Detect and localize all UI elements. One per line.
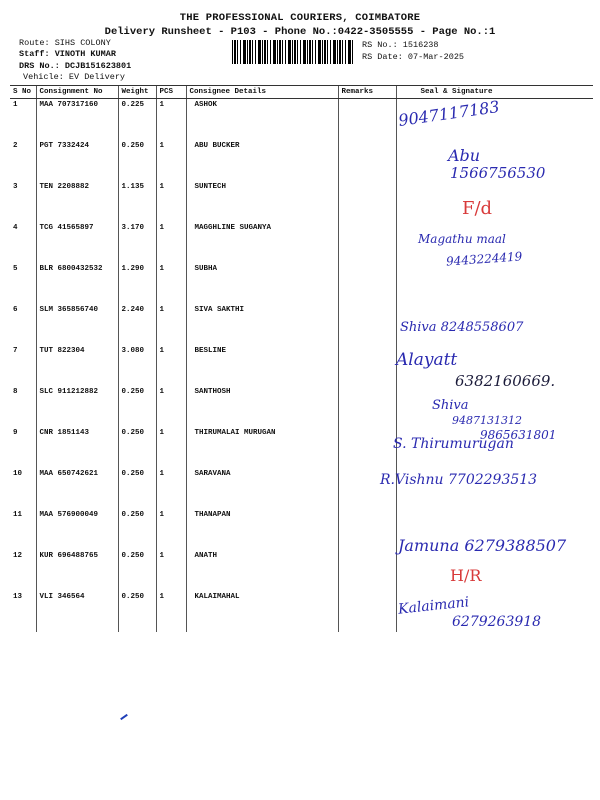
cell-pcs: 1 bbox=[156, 591, 186, 632]
cell-signature bbox=[396, 263, 593, 304]
cell-remarks bbox=[338, 140, 396, 181]
signature-1: 9047117183 bbox=[397, 97, 501, 130]
signature-4: Magathu maal bbox=[418, 232, 506, 246]
cell-weight: 0.250 bbox=[118, 427, 156, 468]
cell-sno: 6 bbox=[13, 306, 18, 314]
cell-consignee: ABU BUCKER bbox=[186, 140, 338, 181]
cell-sno: 10 bbox=[13, 470, 23, 478]
cell-consignee: SIVA SAKTHI bbox=[186, 304, 338, 345]
cell-remarks bbox=[338, 222, 396, 263]
cell-consignment: KUR 696488765 bbox=[36, 550, 118, 591]
cell-consignee: KALAIMAHAL bbox=[186, 591, 338, 632]
cell-weight: 0.225 bbox=[118, 99, 156, 141]
cell-pcs: 1 bbox=[156, 386, 186, 427]
cell-consignment: SLC 911212882 bbox=[36, 386, 118, 427]
cell-sno: 12 bbox=[13, 552, 23, 560]
cell-remarks bbox=[338, 591, 396, 632]
cell-pcs: 1 bbox=[156, 550, 186, 591]
cell-consignee: SUNTECH bbox=[186, 181, 338, 222]
signature-3: F/d bbox=[462, 198, 493, 219]
cell-remarks bbox=[338, 99, 396, 141]
cell-pcs: 1 bbox=[156, 468, 186, 509]
col-signature: Seal & Signature bbox=[396, 86, 593, 99]
cell-sno: 3 bbox=[13, 183, 18, 191]
cell-weight: 0.250 bbox=[118, 550, 156, 591]
cell-pcs: 1 bbox=[156, 222, 186, 263]
route-label: Route: SIHS COLONY bbox=[19, 38, 111, 48]
table-header-row bbox=[10, 86, 593, 99]
cell-pcs: 1 bbox=[156, 509, 186, 550]
vehicle-label: Vehicle: EV Delivery bbox=[23, 72, 126, 82]
cell-consignment: TUT 822304 bbox=[36, 345, 118, 386]
cell-consignment: TEN 2208882 bbox=[36, 181, 118, 222]
cell-consignment: MAA 650742621 bbox=[36, 468, 118, 509]
cell-consignee: MAGGHLINE SUGANYA bbox=[186, 222, 338, 263]
signature-9: S. Thirumurugan bbox=[393, 436, 514, 452]
cell-pcs: 1 bbox=[156, 99, 186, 141]
cell-weight: 0.250 bbox=[118, 591, 156, 632]
cell-weight: 1.135 bbox=[118, 181, 156, 222]
cell-sno: 2 bbox=[13, 142, 18, 150]
signature-12a: Jamuna 6279388507 bbox=[398, 536, 567, 555]
cell-remarks bbox=[338, 263, 396, 304]
cell-consignment: CNR 1851143 bbox=[36, 427, 118, 468]
cell-consignee: SUBHA bbox=[186, 263, 338, 304]
cell-signature bbox=[396, 181, 593, 222]
signature-8b: 9487131312 bbox=[452, 414, 522, 427]
col-pcs: PCS bbox=[156, 86, 186, 99]
cell-consignee: BESLINE bbox=[186, 345, 338, 386]
signature-2b: 1566756530 bbox=[450, 164, 546, 182]
barcode bbox=[232, 40, 354, 64]
cell-sno: 8 bbox=[13, 388, 18, 396]
runsheet-subtitle: Delivery Runsheet - P103 - Phone No.:0422-3505555 - Page No.:1 bbox=[104, 26, 496, 38]
cell-consignment: MAA 707317160 bbox=[36, 99, 118, 141]
signature-13a: Kalaimani bbox=[397, 594, 470, 618]
cell-pcs: 1 bbox=[156, 427, 186, 468]
signature-13b: 6279263918 bbox=[452, 614, 542, 630]
cell-pcs: 1 bbox=[156, 140, 186, 181]
cell-pcs: 1 bbox=[156, 263, 186, 304]
cell-weight: 0.250 bbox=[118, 468, 156, 509]
signature-2a: Abu bbox=[448, 146, 481, 165]
signature-5: 9443224419 bbox=[445, 249, 523, 269]
col-remarks: Remarks bbox=[338, 86, 396, 99]
company-title: THE PROFESSIONAL COURIERS, COIMBATORE bbox=[179, 12, 421, 24]
cell-consignment: BLR 6800432532 bbox=[36, 263, 118, 304]
cell-weight: 3.170 bbox=[118, 222, 156, 263]
cell-consignment: SLM 365856740 bbox=[36, 304, 118, 345]
cell-weight: 2.240 bbox=[118, 304, 156, 345]
staff-label: Staff: VINOTH KUMAR bbox=[19, 49, 116, 59]
cell-consignee: THIRUMALAI MURUGAN bbox=[186, 427, 338, 468]
cell-sno: 5 bbox=[13, 265, 18, 273]
cell-sno: 11 bbox=[13, 511, 23, 519]
drs-label: DRS No.: DCJB151623801 bbox=[19, 61, 132, 71]
cell-sno: 9 bbox=[13, 429, 18, 437]
cell-remarks bbox=[338, 345, 396, 386]
cell-remarks bbox=[338, 509, 396, 550]
table-row bbox=[10, 181, 593, 222]
cell-consignee: SANTHOSH bbox=[186, 386, 338, 427]
cell-weight: 0.250 bbox=[118, 509, 156, 550]
cell-remarks bbox=[338, 427, 396, 468]
table-row bbox=[10, 550, 593, 591]
pen-mark bbox=[120, 714, 128, 720]
cell-remarks bbox=[338, 304, 396, 345]
signature-8c: 9865631801 bbox=[480, 428, 557, 442]
cell-sno: 7 bbox=[13, 347, 18, 355]
table-row bbox=[10, 263, 593, 304]
signature-12b: H/R bbox=[450, 566, 482, 585]
cell-signature bbox=[396, 550, 593, 591]
cell-weight: 3.080 bbox=[118, 345, 156, 386]
table-row bbox=[10, 99, 593, 141]
cell-sno: 13 bbox=[13, 593, 23, 601]
cell-consignment: VLI 346564 bbox=[36, 591, 118, 632]
col-sno: S No bbox=[10, 86, 36, 99]
cell-consignment: PGT 7332424 bbox=[36, 140, 118, 181]
col-consignment: Consignment No bbox=[36, 86, 118, 99]
cell-consignee: SARAVANA bbox=[186, 468, 338, 509]
rs-date: RS Date: 07-Mar-2025 bbox=[362, 52, 465, 62]
cell-remarks bbox=[338, 550, 396, 591]
cell-pcs: 1 bbox=[156, 345, 186, 386]
cell-weight: 0.250 bbox=[118, 386, 156, 427]
cell-weight: 1.290 bbox=[118, 263, 156, 304]
rs-number: RS No.: 1516238 bbox=[362, 40, 439, 50]
signature-10: R.Vishnu 7702293513 bbox=[380, 472, 538, 488]
cell-consignment: TCG 41565897 bbox=[36, 222, 118, 263]
cell-sno: 1 bbox=[13, 101, 18, 109]
cell-pcs: 1 bbox=[156, 304, 186, 345]
col-consignee: Consignee Details bbox=[186, 86, 338, 99]
cell-remarks bbox=[338, 386, 396, 427]
cell-remarks bbox=[338, 181, 396, 222]
col-weight: Weight bbox=[118, 86, 156, 99]
cell-consignment: MAA 576900049 bbox=[36, 509, 118, 550]
cell-sno: 4 bbox=[13, 224, 18, 232]
signature-8a: Shiva bbox=[432, 398, 469, 413]
signature-7b: 6382160669. bbox=[455, 372, 556, 390]
cell-pcs: 1 bbox=[156, 181, 186, 222]
cell-consignee: THANAPAN bbox=[186, 509, 338, 550]
cell-consignee: ASHOK bbox=[186, 99, 338, 141]
cell-consignee: ANATH bbox=[186, 550, 338, 591]
cell-weight: 0.250 bbox=[118, 140, 156, 181]
signature-6: Shiva 8248558607 bbox=[400, 320, 524, 335]
signature-7a: Alayatt bbox=[396, 350, 458, 370]
